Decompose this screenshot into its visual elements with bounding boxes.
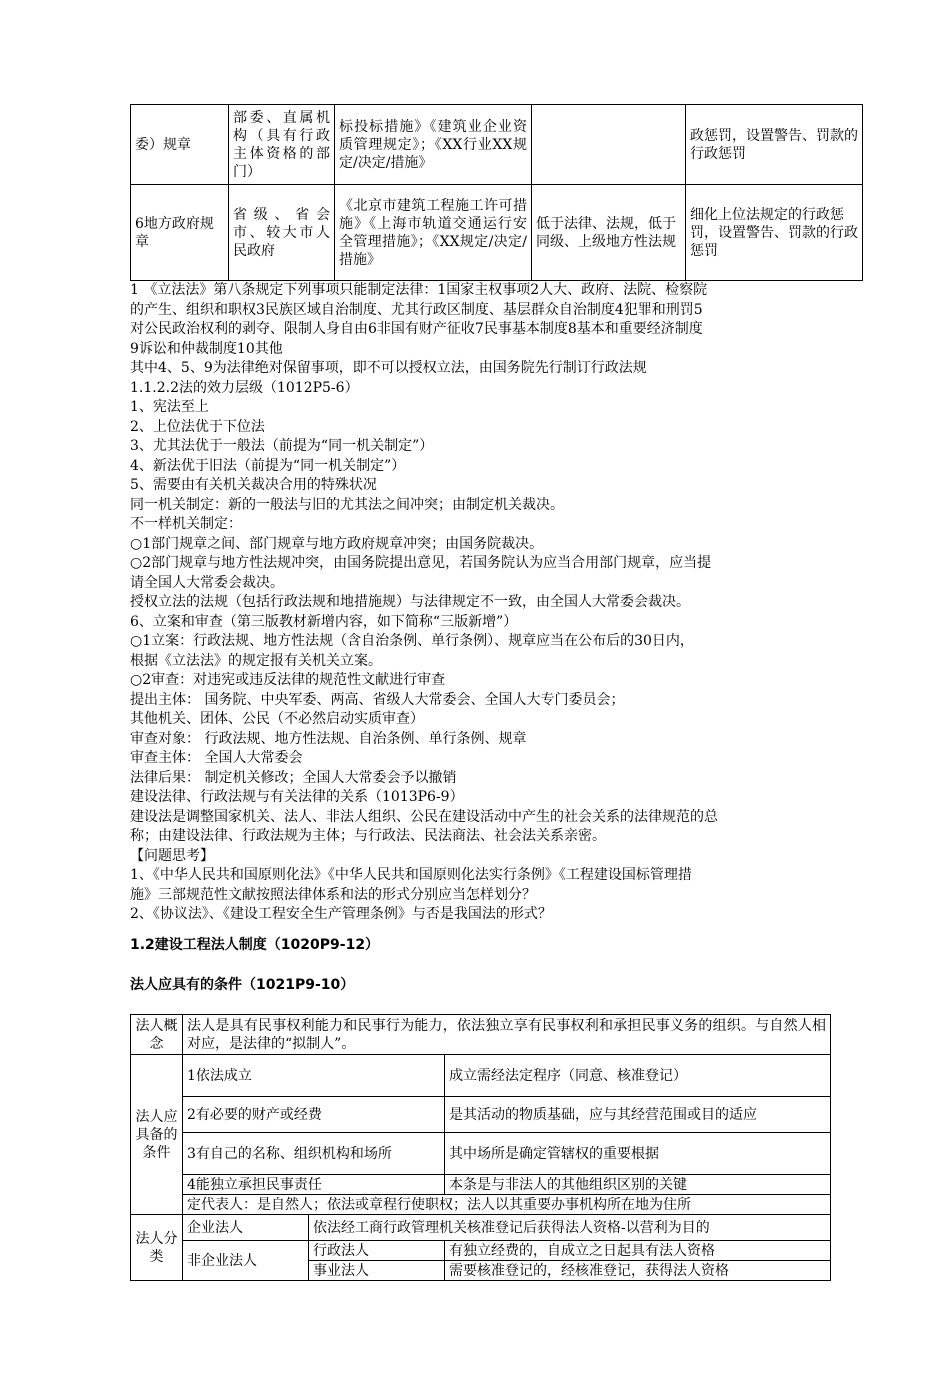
condition-item: 3有自己的名称、组织机构和场所	[183, 1133, 445, 1175]
text-line: 9诉讼和仲裁制度10其他	[130, 340, 283, 357]
concept-label: 法人概念	[131, 1015, 183, 1055]
table-cell: 细化上位法规定的行政惩罚，设置警告、罚款的行政惩罚	[686, 185, 863, 281]
text-line: 6、立案和审查（第三版教材新增内容，如下简称“三版新增”）	[130, 613, 518, 630]
text-line: 提出主体： 国务院、中央军委、两高、省级人大常委会、全国人大专门委员会；	[130, 691, 625, 708]
text-line: 1 《立法法》第八条规定下列事项只能制定法律：1国家主权事项2人大、政府、法院、检察院	[130, 282, 708, 298]
table-row	[131, 1175, 831, 1195]
condition-item: 2有必要的财产或经费	[183, 1097, 445, 1133]
text-line: ○1立案：行政法规、地方性法规（含自治条例、单行条例）、规章应当在公布后的30日内，	[130, 633, 694, 649]
text-line: 同一机关制定：新的一般法与旧的尤其法之间冲突；由制定机关裁决。	[130, 496, 564, 513]
text-line: 4、新法优于旧法（前提为“同一机关制定”）	[130, 457, 406, 474]
condition-desc: 本条是与非法人的其他组织区别的关键	[445, 1175, 831, 1195]
regulation-table	[130, 104, 863, 281]
subsection-heading: 法人应具有的条件（1021P9-10）	[130, 977, 355, 993]
text-line: 1、《中华人民共和国原则化法》《中华人民共和国原则化法实行条例》《工程建设国标管理措	[130, 867, 692, 883]
non-enterprise-type: 行政法人	[309, 1241, 445, 1261]
text-line: 1、宪法至上	[130, 399, 209, 415]
condition-desc: 是其活动的物质基础，应与其经营范围或目的适应	[445, 1097, 831, 1133]
section-heading: 1.2建设工程法人制度（1020P9-12）	[130, 937, 380, 953]
text-line: 审查对象： 行政法规、地方性法规、自治条例、单行条例、规章	[130, 730, 527, 747]
non-enterprise-type: 事业法人	[309, 1261, 445, 1281]
legal-person-table	[130, 1014, 831, 1281]
class-label: 法人分类	[131, 1215, 183, 1281]
table-cell: 政惩罚，设置警告、罚款的行政惩罚	[686, 105, 863, 185]
table-cell: 低于法律、法规，低于同级、上级地方性法规	[532, 185, 686, 281]
non-enterprise-desc: 需要核准登记的，经核准登记，获得法人资格	[445, 1261, 831, 1281]
text-line: ○1部门规章之间、部门规章与地方政府规章冲突；由国务院裁决。	[130, 535, 544, 552]
text-line: 建设法是调整国家机关、法人、非法人组织、公民在建设活动中产生的社会关系的法律规范的总	[130, 808, 718, 825]
condition-item: 4能独立承担民事责任	[183, 1175, 445, 1195]
text-line: 【问题思考】	[130, 847, 214, 864]
text-line: 称；由建设法律、行政法规为主体；与行政法、民法商法、社会法关系亲密。	[130, 828, 606, 844]
table-row	[131, 1195, 831, 1215]
text-line: 2、《协议法》、《建设工程安全生产管理条例》与否是我国法的形式？	[130, 906, 552, 922]
text-line: 1.1.2.2法的效力层级（1012P5-6）	[130, 379, 359, 396]
table-cell: 6地方政府规章	[131, 185, 229, 281]
text-line: 其他机关、团体、公民（不必然启动实质审查）	[130, 711, 424, 727]
text-line: 审查主体： 全国人大常委会	[130, 750, 303, 766]
table-row	[131, 1015, 831, 1055]
text-line: 法律后果： 制定机关修改；全国人大常委会予以撤销	[130, 769, 457, 786]
table-row	[131, 1215, 831, 1241]
condition-item: 1依法成立	[183, 1055, 445, 1097]
text-line: 授权立法的法规（包括行政法规和地措施规）与法律规定不一致，由全国人大常委会裁决。	[130, 594, 690, 610]
enterprise-label: 企业法人	[183, 1215, 309, 1241]
table-row	[131, 1241, 831, 1261]
table-row	[131, 185, 863, 281]
text-line: 5、需要由有关机关裁决合用的特殊状况	[130, 477, 377, 493]
condition-desc: 其中场所是确定管辖权的重要根据	[445, 1133, 831, 1175]
condition-desc: 成立需经法定程序（同意、核准登记）	[445, 1055, 831, 1097]
text-line: 其中4、5、9为法律绝对保留事项，即不可以授权立法，由国务院先行制订行政法规	[130, 360, 647, 376]
concept-text: 法人是具有民事权利能力和民事行为能力，依法独立享有民事权利和承担民事义务的组织。与自然人相对应，是法律的“拟制人”。	[183, 1015, 831, 1055]
table-cell: 标投标措施》《建筑业企业资质管理规定》；《XX行业XX规定/决定/措施》	[335, 105, 532, 185]
text-line: ○2审查：对违宪或违反法律的规范性文献进行审查	[130, 672, 446, 688]
table-cell: 《北京市建筑工程施工许可措施》《上海市轨道交通运行安全管理措施》；《XX规定/决定/措施》	[335, 185, 532, 281]
text-line: 对公民政治权利的剥夺、限制人身自由6非国有财产征收7民事基本制度8基本和重要经济制度	[130, 321, 703, 337]
representative-text: 定代表人：是自然人；依法或章程行使职权；法人以其重要办事机构所在地为住所	[183, 1195, 831, 1215]
table-row	[131, 1133, 831, 1175]
table-row	[131, 105, 863, 185]
text-line: 请全国人大常委会裁决。	[130, 574, 284, 591]
text-line: 不一样机关制定：	[130, 516, 242, 532]
text-line: 的产生、组织和职权3民族区域自治制度、尤其行政区制度、基层群众自治制度4犯罪和刑罚5	[130, 301, 703, 318]
conditions-label: 法人应具备的条件	[131, 1055, 183, 1215]
non-enterprise-desc: 有独立经费的，自成立之日起具有法人资格	[445, 1241, 831, 1261]
body-text	[130, 281, 860, 925]
table-cell: 委）规章	[131, 105, 229, 185]
table-row	[131, 1055, 831, 1097]
text-line: ○2部门规章与地方性法规冲突，由国务院提出意见，若国务院认为应当合用部门规章，应当提	[130, 555, 712, 571]
text-line: 3、尤其法优于一般法（前提为“同一机关制定”）	[130, 438, 434, 454]
table-cell	[532, 105, 686, 185]
table-cell: 部委、直属机构（具有行政主体资格的部门）	[229, 105, 335, 185]
enterprise-desc: 依法经工商行政管理机关核准登记后获得法人资格-以营利为目的	[309, 1215, 831, 1241]
non-enterprise-label: 非企业法人	[183, 1241, 309, 1281]
text-line: 建设法律、行政法规与有关法律的关系（1013P6-9）	[130, 789, 464, 805]
table-cell: 省级、省会市、较大市人民政府	[229, 185, 335, 281]
text-line: 施》三部规范性文献按照法律体系和法的形式分别应当怎样划分？	[130, 886, 536, 903]
text-line: 2、上位法优于下位法	[130, 418, 265, 435]
text-line: 根据《立法法》的规定报有关机关立案。	[130, 652, 382, 669]
table-row	[131, 1097, 831, 1133]
